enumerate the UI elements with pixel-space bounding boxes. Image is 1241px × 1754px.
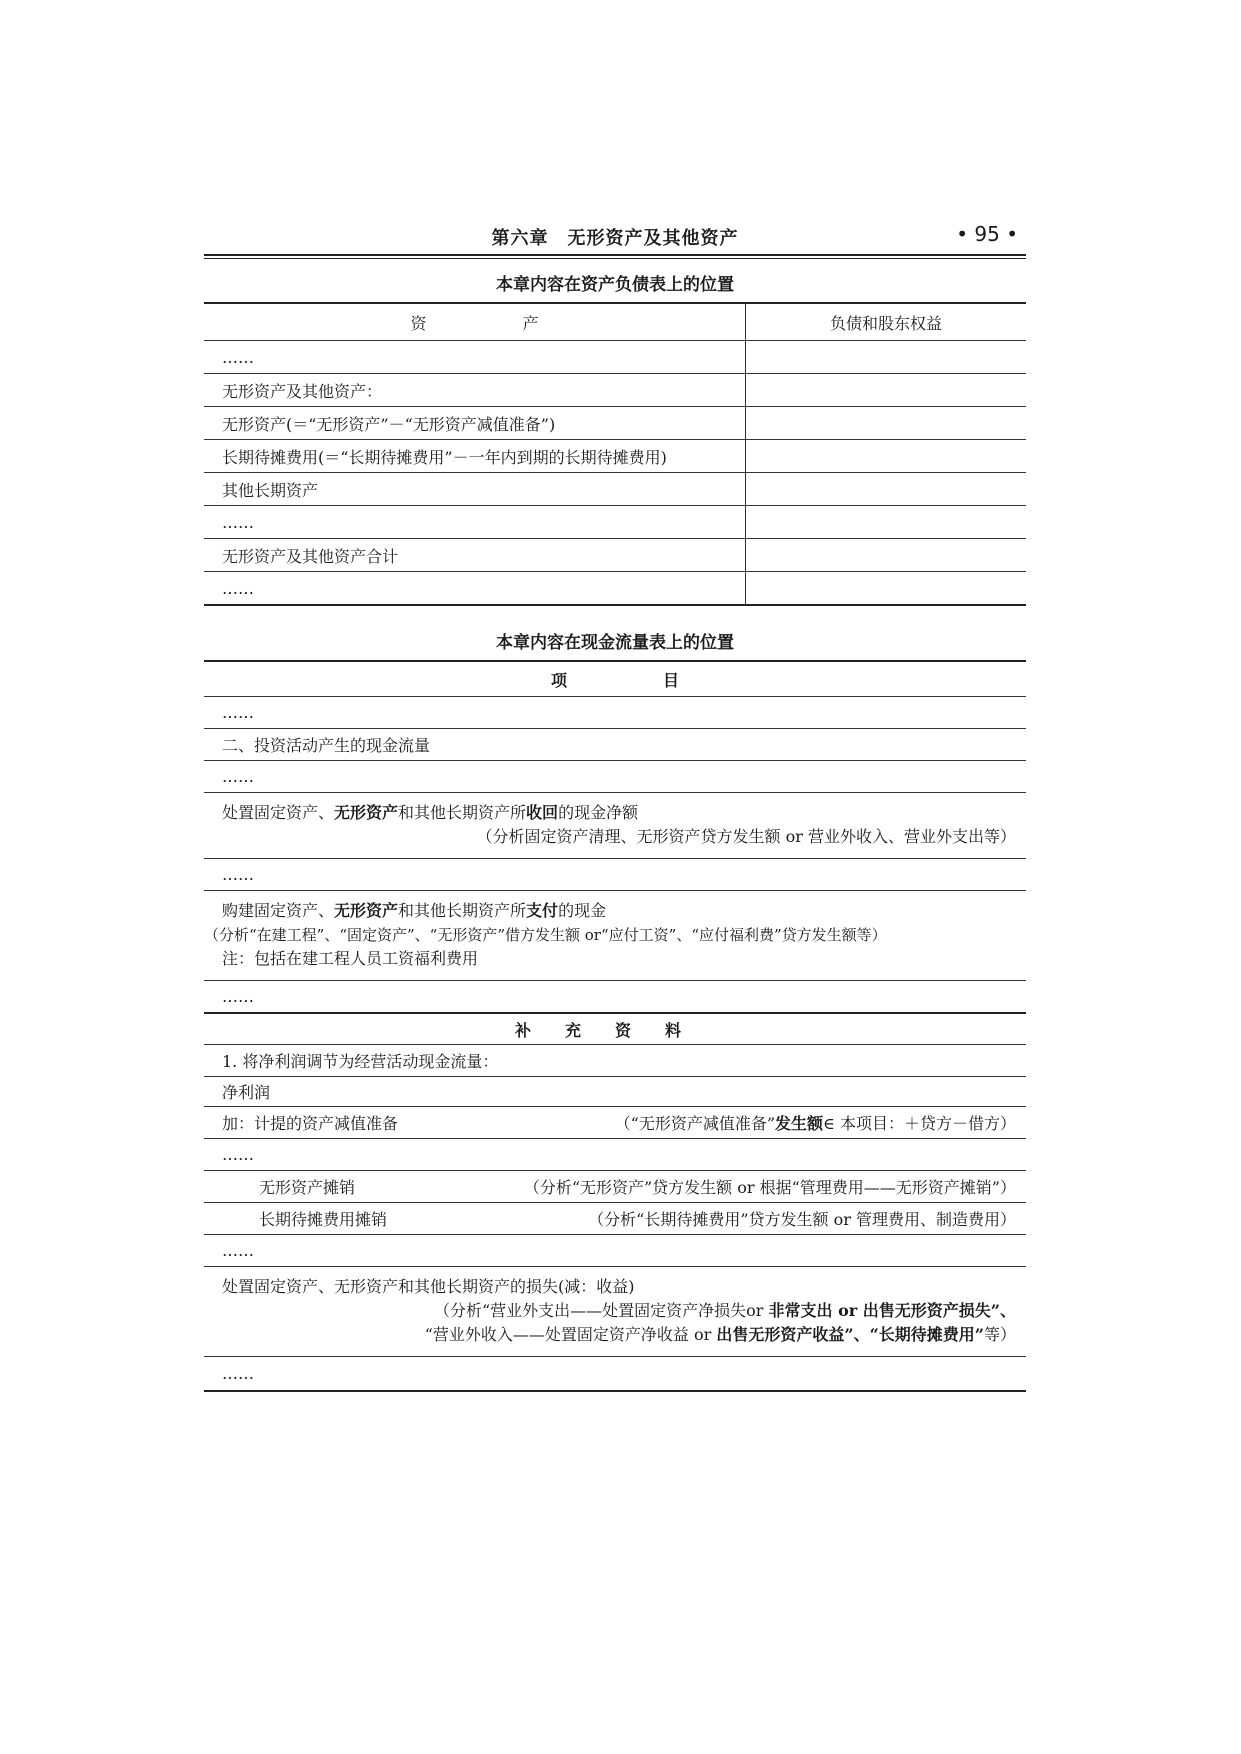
running-header [204, 220, 1026, 254]
cf-row: 1. 将净利润调节为经营活动现金流量： [204, 1044, 1026, 1076]
bs-row: 其他长期资产 [204, 473, 746, 506]
col-liabilities-equity: 负债和股东权益 [746, 303, 1027, 341]
header-rule-thin [204, 258, 1026, 259]
note: （分析“在建工程”、“固定资产”、“无形资产”借方发生额 or“应付工资”、“应付福利费”贷方发生额等） [204, 926, 887, 944]
page-number: • 95 • [956, 222, 1018, 246]
supplement-heading: 补充资料 [204, 1012, 1026, 1044]
col-items: 项 目 [204, 660, 1026, 696]
cf-row-impairment: 加：计提的资产减值准备 （“无形资产减值准备”发生额∈ 本项目：＋贷方－借方） [204, 1106, 1026, 1138]
cf-row: …… [204, 760, 1026, 792]
bs-row: …… [204, 572, 746, 606]
cf-row: …… [204, 980, 1026, 1012]
bs-row: …… [204, 506, 746, 539]
balance-sheet-caption: 本章内容在资产负债表上的位置 [496, 275, 734, 295]
bs-row: …… [204, 341, 746, 374]
note: （分析固定资产清理、无形资产贷方发生额 or 营业外收入、营业外支出等） [476, 827, 1016, 846]
header-rule [204, 254, 1026, 256]
chapter-title: 第六章 无形资产及其他资产 [491, 228, 739, 249]
bs-row: 无形资产及其他资产合计 [204, 539, 746, 572]
cf-row: …… [204, 1138, 1026, 1170]
cf-row: …… [204, 1356, 1026, 1392]
cf-row: 二、投资活动产生的现金流量 [204, 728, 1026, 760]
bs-row: 长期待摊费用(＝“长期待摊费用”－一年内到期的长期待摊费用) [204, 440, 746, 473]
cf-row-disposal: 处置固定资产、无形资产和其他长期资产所收回的现金净额 （分析固定资产清理、无形资产贷方发生额 or 营业外收入、营业外支出等） [204, 792, 1026, 858]
cf-row-prepaid: 长期待摊费用摊销 （分析“长期待摊费用”贷方发生额 or 管理费用、制造费用） [204, 1202, 1026, 1234]
bs-row: 无形资产及其他资产： [204, 374, 746, 407]
cf-row-loss: 处置固定资产、无形资产和其他长期资产的损失(减：收益) （分析“营业外支出——处置固定资产净损失or 非常支出 or 出售无形资产损失”、 “营业外收入——处置固定资产净收益 or 出售无形资产收益”、“长期待摊费用”等） [204, 1266, 1026, 1356]
cf-row-amortization: 无形资产摊销 （分析“无形资产”贷方发生额 or 根据“管理费用——无形资产摊销”） [204, 1170, 1026, 1202]
col-assets: 资 产 [204, 303, 746, 341]
balance-sheet-table [204, 302, 1026, 606]
note: 注：包括在建工程人员工资福利费用 [222, 949, 479, 968]
cf-row: …… [204, 858, 1026, 890]
cf-row: …… [204, 1234, 1026, 1266]
bs-row: 无形资产(＝“无形资产”－“无形资产减值准备”) [204, 407, 746, 440]
cash-flow-table [204, 660, 1026, 1392]
cf-row-purchase: 购建固定资产、无形资产和其他长期资产所支付的现金 （分析“在建工程”、“固定资产”、“无形资产”借方发生额 or“应付工资”、“应付福利费”贷方发生额等） 注：包括在建工程人员工资福利费用 [204, 890, 1026, 980]
cf-row: 净利润 [204, 1076, 1026, 1106]
cash-flow-caption: 本章内容在现金流量表上的位置 [496, 633, 734, 653]
cf-row: …… [204, 696, 1026, 728]
